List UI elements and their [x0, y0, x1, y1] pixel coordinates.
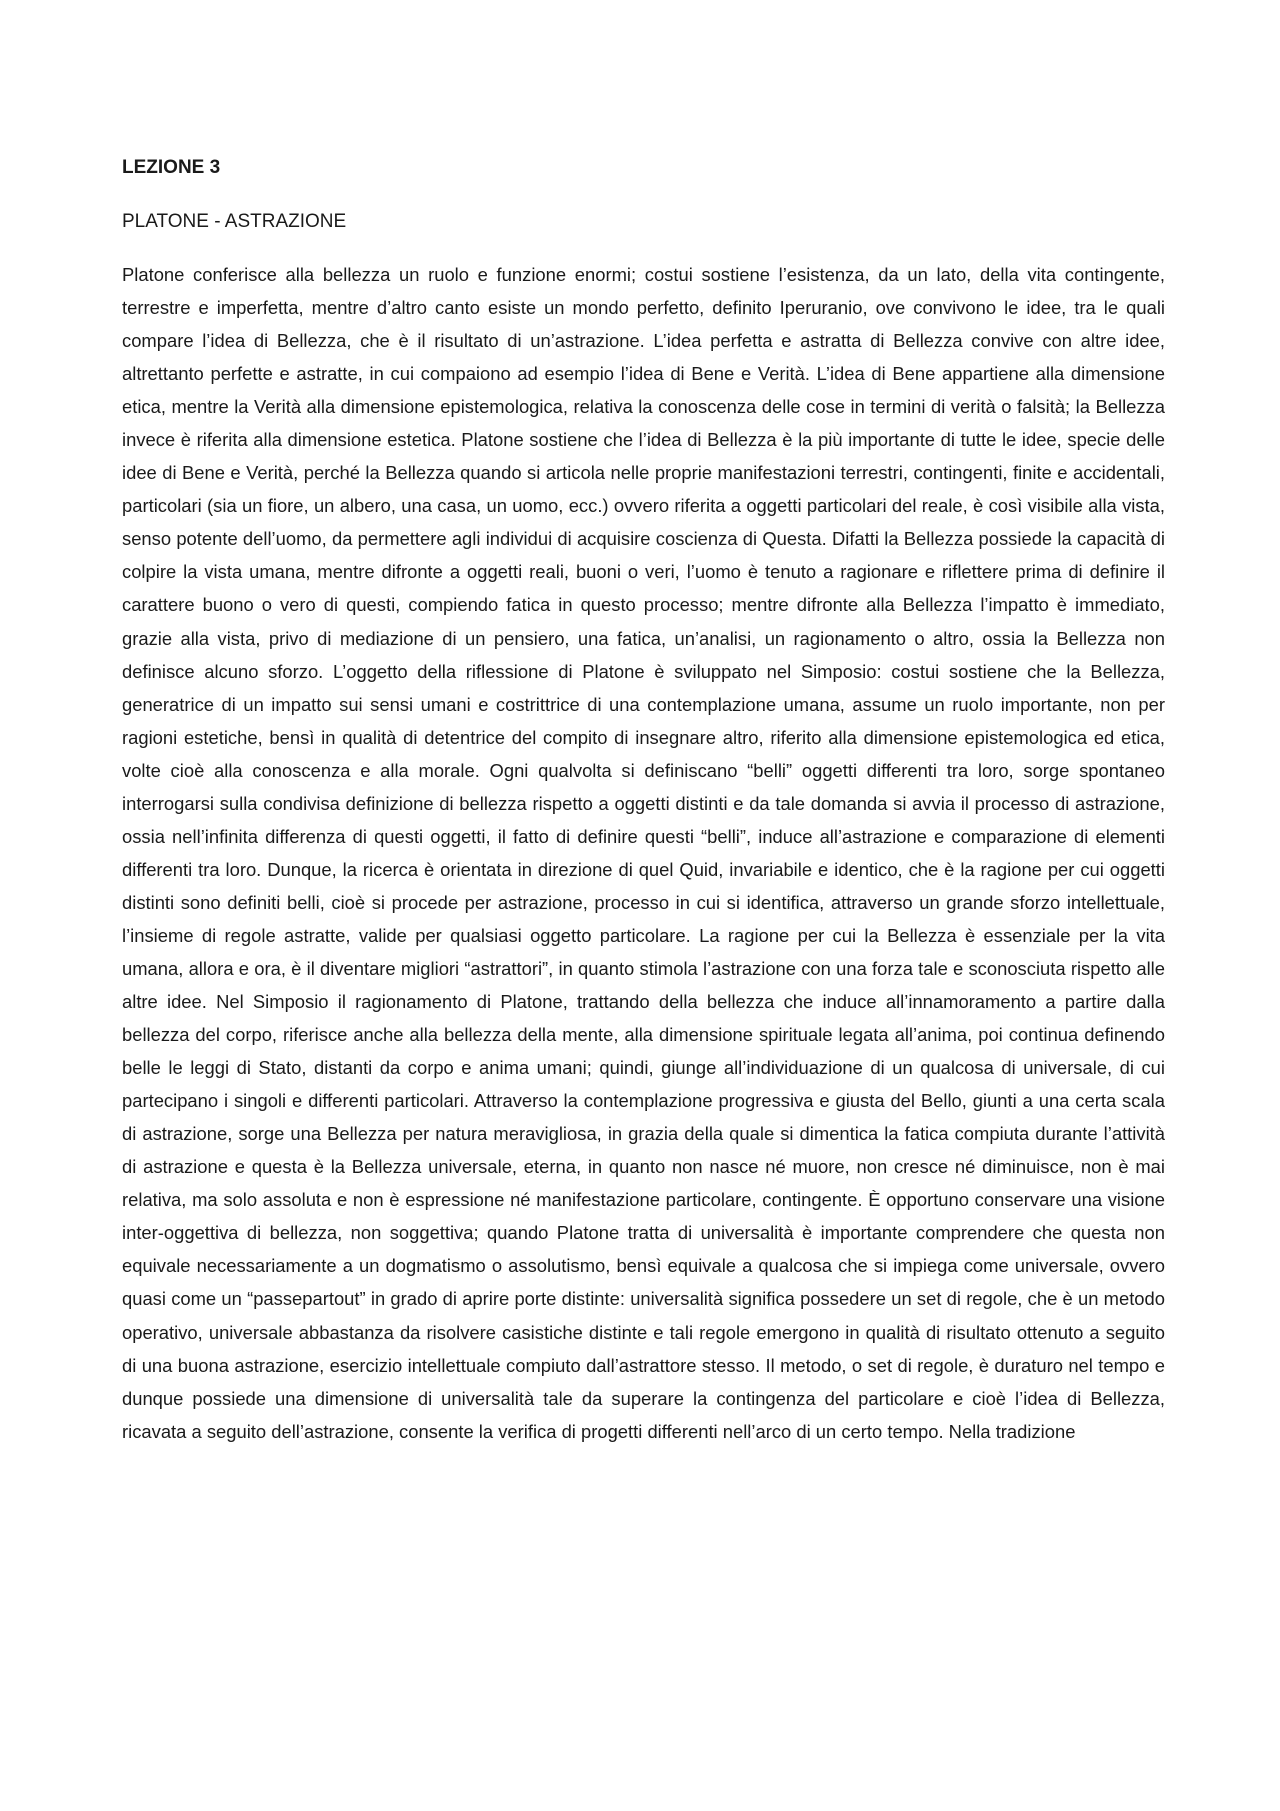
lesson-subheading: PLATONE - ASTRAZIONE	[122, 211, 347, 232]
lesson-heading: LEZIONE 3	[122, 157, 221, 178]
body-paragraph: Platone conferisce alla bellezza un ruolo e funzione enormi; costui sostiene l’esistenza, da un lato, della vita contingente, terrestre e imperfetta, mentre d’altro canto esiste un mondo perfetto, definito Iperuranio, ove convivono le idee, tra le quali compare l’idea di Bellezza, che è il risultato di un’astrazione. L’idea perfetta e astratta di Bellezza convive con altre idee, altrettanto perfette e astratte, in cui compaiono ad esempio l’idea di Bene e Verità. L’idea di Bene appartiene alla dimensione etica, mentre la Verità alla dimensione epistemologica, relativa la conoscenza delle cose in termini di verità o falsità; la Bellezza invece è riferita alla dimensione estetica. Platone sostiene che l’idea di Bellezza è la più importante di tutte le idee, specie delle idee di Bene e Verità, perché la Bellezza quando si articola nelle proprie manifestazioni terrestri, contingenti, finite e accidentali, particolari (sia un fiore, un albero, una casa, un uomo, ecc.) ovvero riferita a oggetti particolari del reale, è così visibile alla vista, senso potente dell’uomo, da permettere agli individui di acquisire coscienza di Questa. Difatti la Bellezza possiede la capacità di colpire la vista umana, mentre difronte a oggetti reali, buoni o veri, l’uomo è tenuto a ragionare e riflettere prima di definire il carattere buono o vero di questi, compiendo fatica in questo processo; mentre difronte alla Bellezza l’impatto è immediato, grazie alla vista, privo di mediazione di un pensiero, una fatica, un’analisi, un ragionamento o altro, ossia la Bellezza non definisce alcuno sforzo. L’oggetto della riflessione di Platone è sviluppato nel Simposio: costui sostiene che la Bellezza, generatrice di un impatto sui sensi umani e costrittrice di una contemplazione umana, assume un ruolo importante, non per ragioni estetiche, bensì in qualità di detentrice del compito di insegnare altro, riferito alla dimensione epistemologica ed etica, volte cioè alla conoscenza e alla morale. Ogni qualvolta si definiscano “belli” oggetti differenti tra loro, sorge spontaneo interrogarsi sulla condivisa definizione di bellezza rispetto a oggetti distinti e da tale domanda si avvia il processo di astrazione, ossia nell’infinita differenza di questi oggetti, il fatto di definire questi “belli”, induce all’astrazione e comparazione di elementi differenti tra loro. Dunque, la ricerca è orientata in direzione di quel Quid, invariabile e identico, che è la ragione per cui oggetti distinti sono definiti belli, cioè si procede per astrazione, processo in cui si identifica, attraverso un grande sforzo intellettuale, l’insieme di regole astratte, valide per qualsiasi oggetto particolare. La ragione per cui la Bellezza è essenziale per la vita umana, allora e ora, è il diventare migliori “astrattori”, in quanto stimola l’astrazione con una forza tale e sconosciuta rispetto alle altre idee. Nel Simposio il ragionamento di Platone, trattando della bellezza che induce all’innamoramento a partire dalla bellezza del corpo, riferisce anche alla bellezza della mente, alla dimensione spirituale legata all’anima, poi continua definendo belle le leggi di Stato, distanti da corpo e anima umani; quindi, giunge all’individuazione di un qualcosa di universale, di cui partecipano i singoli e differenti particolari. Attraverso la contemplazione progressiva e giusta del Bello, giunti a una certa scala di astrazione, sorge una Bellezza per natura meravigliosa, in grazia della quale si dimentica la fatica compiuta durante l’attività di astrazione e questa è la Bellezza universale, eterna, in quanto non nasce né muore, non cresce né diminuisce, non è mai relativa, ma solo assoluta e non è espressione né manifestazione particolare, contingente. È opportuno conservare una visione inter-oggettiva di bellezza, non soggettiva; quando Platone tratta di universalità è importante comprendere che questa non equivale necessariamente a un dogmatismo o assolutismo, bensì equivale a qualcosa che si impiega come universale, ovvero quasi come un “passepartout” in grado di aprire porte distinte: universalità significa possedere un set di regole, che è un metodo operativo, universale abbastanza da risolvere casistiche distinte e tali regole emergono in qualità di risultato ottenuto a seguito di una buona astrazione, esercizio intellettuale compiuto dall’astrattore stesso. Il metodo, o set di regole, è duraturo nel tempo e dunque possiede una dimensione di universalità tale da superare la contingenza del particolare e cioè l’idea di Bellezza, ricavata a seguito dell’astrazione, consente la verifica di progetti differenti nell’arco di un certo tempo. Nella tradizione	[122, 264, 1165, 1442]
document-page	[122, 152, 1165, 1448]
